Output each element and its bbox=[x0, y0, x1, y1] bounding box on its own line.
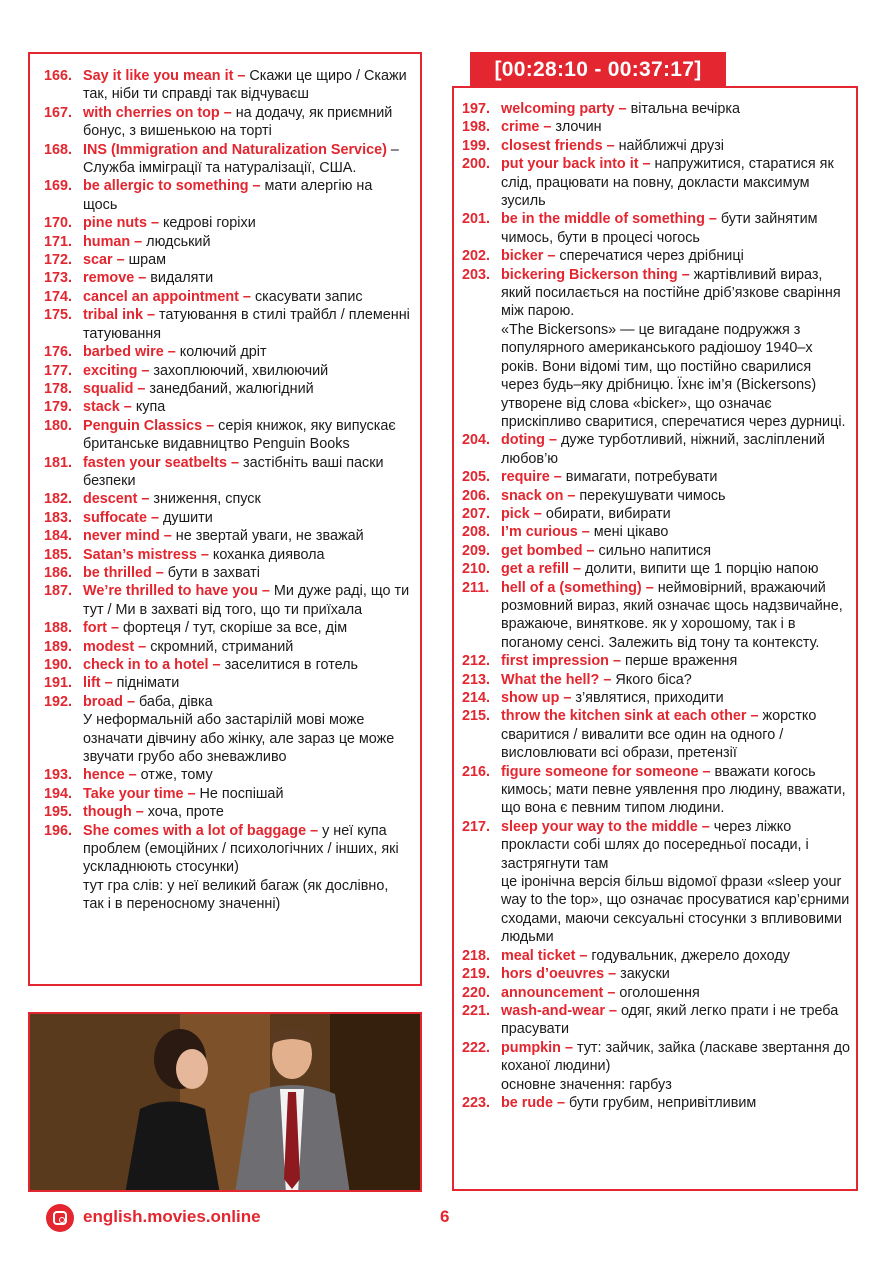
entry-definition: бути зайнятим чимось, бути в процесі чогось bbox=[501, 211, 818, 246]
vocabulary-entry bbox=[44, 398, 410, 416]
vocabulary-entry bbox=[462, 155, 850, 210]
entry-term: Penguin Classics – bbox=[83, 417, 215, 434]
entry-note: У неформальній або застарілій мові може означати дівчину або жінку, але зараз це може звучати грубо або зневажливо bbox=[83, 712, 395, 766]
entry-number: 205. bbox=[462, 469, 491, 486]
entry-definition: неймовірний, вражаючий розмовний вираз, який означає щось надзвичайне, вражаюче, виняткове. як у хорошому, так і в поганому сенсі. Залежить від тону та контексту. bbox=[501, 579, 843, 651]
entry-number: 202. bbox=[462, 248, 491, 265]
entry-term: be in the middle of something – bbox=[501, 211, 717, 228]
entry-definition: скромний, стриманий bbox=[150, 638, 294, 655]
entry-definition: не звертай уваги, не зважай bbox=[175, 528, 364, 545]
entry-note: це іронічна версія більш відомої фрази «sleep your way to the top», що означає просуватися кар’єрними сходами, маючи сексуальні стосунки з впливовими людьми bbox=[501, 874, 850, 946]
entry-term: announcement – bbox=[501, 984, 616, 1001]
entry-definition: отже, тому bbox=[140, 767, 213, 784]
entry-term: welcoming party – bbox=[501, 101, 627, 117]
entry-number: 191. bbox=[44, 675, 73, 692]
entry-number: 178. bbox=[44, 380, 73, 397]
entry-number: 198. bbox=[462, 119, 491, 136]
vocabulary-entry bbox=[462, 652, 850, 670]
entry-definition: тут: зайчик, зайка (ласкаве звертання до коханої людини) bbox=[501, 1039, 851, 1075]
entry-number: 175. bbox=[44, 307, 73, 324]
entry-term: INS (Immigration and Naturalization Service) bbox=[83, 141, 387, 158]
vocabulary-entry bbox=[44, 564, 410, 582]
entry-number: 186. bbox=[44, 564, 73, 581]
entry-definition: захоплюючий, хвилюючий bbox=[153, 362, 329, 379]
entry-term: first impression – bbox=[501, 653, 621, 670]
entry-definition: зниження, спуск bbox=[153, 491, 261, 508]
entry-definition: у неї купа проблем (емоційних / психологічних / інших, які ускладнюють стосунки) bbox=[83, 822, 399, 876]
instagram-icon[interactable] bbox=[46, 1204, 74, 1232]
entry-term: cancel an appointment – bbox=[83, 288, 251, 305]
entry-number: 173. bbox=[44, 270, 73, 287]
entry-definition: перше враження bbox=[624, 653, 738, 670]
entry-definition: сперечатися через дрібниці bbox=[559, 248, 744, 265]
vocabulary-list-left bbox=[28, 52, 422, 986]
entry-number: 207. bbox=[462, 505, 491, 522]
entry-definition: вважати когось кимось; мати певне уявлення про людину, вважати, що вона є певним типом людини. bbox=[501, 763, 846, 817]
entry-note: основне значення: гарбуз bbox=[501, 1076, 672, 1093]
entry-definition: з’являтися, приходити bbox=[575, 690, 724, 706]
entry-term: though – bbox=[83, 804, 144, 821]
entry-definition: перекушувати чимось bbox=[579, 487, 726, 504]
vocabulary-entry bbox=[462, 707, 850, 762]
entry-definition: татуювання в стилі трайбл / племенні татуювання bbox=[83, 307, 410, 342]
entry-term: snack on – bbox=[501, 487, 576, 504]
movie-still-image bbox=[28, 1012, 422, 1192]
vocabulary-entry bbox=[462, 487, 850, 505]
vocabulary-entry bbox=[462, 468, 850, 486]
entry-number: 215. bbox=[462, 708, 491, 725]
entry-term: pumpkin – bbox=[501, 1039, 573, 1056]
vocabulary-entry bbox=[462, 100, 850, 118]
vocabulary-entry bbox=[462, 118, 850, 136]
vocabulary-entry bbox=[44, 417, 410, 454]
vocabulary-entry bbox=[462, 542, 850, 560]
entry-number: 174. bbox=[44, 288, 73, 305]
entry-term: bicker – bbox=[501, 248, 556, 265]
entry-definition: оголошення bbox=[619, 984, 700, 1001]
entry-term: remove – bbox=[83, 270, 147, 287]
entry-term: fort – bbox=[83, 620, 119, 637]
entry-term: crime – bbox=[501, 119, 552, 136]
entry-term: meal ticket – bbox=[501, 947, 588, 964]
instagram-handle[interactable]: english.movies.online bbox=[83, 1207, 261, 1226]
entry-definition: фортеця / тут, скоріше за все, дім bbox=[122, 620, 348, 637]
entry-term: with cherries on top – bbox=[83, 104, 232, 121]
entry-term: pick – bbox=[501, 505, 542, 522]
entry-definition: одяг, який легко прати і не треба прасувати bbox=[501, 1002, 839, 1038]
entry-number: 187. bbox=[44, 583, 73, 600]
entry-number: 200. bbox=[462, 156, 491, 173]
entry-term: exciting – bbox=[83, 362, 150, 379]
entry-definition: бути в захваті bbox=[167, 564, 260, 581]
entry-definition: обирати, вибирати bbox=[545, 505, 671, 522]
entry-term: human – bbox=[83, 233, 143, 250]
vocabulary-entry bbox=[462, 947, 850, 965]
entry-definition: піднімати bbox=[116, 675, 180, 692]
entry-number: 190. bbox=[44, 657, 73, 673]
entry-number: 189. bbox=[44, 638, 73, 655]
entry-term: closest friends – bbox=[501, 137, 615, 154]
entry-term: descent – bbox=[83, 491, 150, 508]
entry-term: We’re thrilled to have you – bbox=[83, 583, 270, 600]
entry-definition: Ми дуже раді, що ти тут / Ми в захваті від того, що ти приїхала bbox=[83, 583, 410, 618]
entry-term: pine nuts – bbox=[83, 215, 159, 232]
vocabulary-entry bbox=[462, 671, 850, 689]
entry-term: stack – bbox=[83, 399, 132, 416]
entry-definition: мати алергію на щось bbox=[83, 178, 373, 213]
vocabulary-entry bbox=[44, 380, 410, 398]
entry-definition: злочин bbox=[555, 119, 602, 136]
vocabulary-entry bbox=[462, 1094, 850, 1112]
vocabulary-list-right bbox=[452, 86, 858, 1191]
entry-definition: сильно напитися bbox=[598, 542, 712, 559]
entry-number: 167. bbox=[44, 104, 73, 121]
entry-definition: бути грубим, непривітливим bbox=[568, 1094, 757, 1111]
entry-term: Satan’s mistress – bbox=[83, 546, 209, 563]
vocabulary-entry bbox=[44, 619, 410, 637]
entry-number: 192. bbox=[44, 693, 73, 710]
vocabulary-entry bbox=[44, 233, 410, 251]
vocabulary-entry bbox=[44, 104, 410, 141]
entry-term: get bombed – bbox=[501, 542, 595, 559]
entry-definition: годувальник, джерело доходу bbox=[591, 947, 790, 964]
entry-number: 182. bbox=[44, 491, 73, 508]
entry-term: I’m curious – bbox=[501, 524, 590, 541]
entry-definition: колючий дріт bbox=[179, 344, 267, 361]
entry-definition: мені цікаво bbox=[593, 524, 669, 541]
entry-definition: – Служба імміграції та натуралізації, США. bbox=[83, 141, 399, 177]
vocabulary-entry bbox=[44, 67, 410, 104]
entry-term: check in to a hotel – bbox=[83, 657, 221, 673]
entry-definition: баба, дівка bbox=[138, 693, 213, 710]
entry-number: 196. bbox=[44, 822, 73, 839]
entry-definition: долити, випити ще 1 порцію напою bbox=[584, 561, 819, 578]
entry-term: scar – bbox=[83, 252, 125, 269]
vocabulary-entry bbox=[44, 546, 410, 564]
entry-term: get a refill – bbox=[501, 561, 581, 578]
entry-term: tribal ink – bbox=[83, 307, 155, 324]
entry-note: тут гра слів: у неї великий багаж (як дослівно, так і в переносному значенні) bbox=[83, 877, 389, 913]
vocabulary-entry bbox=[462, 560, 850, 578]
vocabulary-entry bbox=[44, 306, 410, 343]
entry-term: broad – bbox=[83, 693, 135, 710]
entry-number: 176. bbox=[44, 344, 73, 361]
vocabulary-entry bbox=[462, 1002, 850, 1039]
entry-definition: вимагати, потребувати bbox=[565, 469, 718, 486]
entry-term: fasten your seatbelts – bbox=[83, 454, 239, 471]
page-number: 6 bbox=[440, 1207, 450, 1226]
entry-number: 185. bbox=[44, 546, 73, 563]
entry-term: barbed wire – bbox=[83, 344, 176, 361]
entry-definition: жорстко сваритися / вивалити все один на одного / висловлювати всі образи, претензії bbox=[501, 708, 817, 762]
entry-term: be allergic to something – bbox=[83, 178, 261, 195]
entry-definition: скасувати запис bbox=[254, 288, 363, 305]
vocabulary-entry bbox=[44, 288, 410, 306]
entry-definition: жартівливий вираз, який посилається на постійне дріб’язкове сваріння між парою. bbox=[501, 266, 841, 320]
vocabulary-entry bbox=[462, 431, 850, 468]
vocabulary-entry bbox=[44, 766, 410, 784]
entry-number: 223. bbox=[462, 1094, 491, 1111]
entry-definition: людський bbox=[146, 233, 211, 250]
entry-number: 216. bbox=[462, 763, 491, 780]
vocabulary-entry bbox=[44, 527, 410, 545]
movie-still-illustration bbox=[30, 1014, 422, 1192]
entry-definition: напружитися, старатися як слід, працювати на повну, докласти максимум зусиль bbox=[501, 156, 834, 210]
entry-term: hell of a (something) – bbox=[501, 579, 654, 596]
entry-definition: найближчі друзі bbox=[618, 137, 724, 154]
vocabulary-entry bbox=[44, 141, 410, 178]
entry-number: 214. bbox=[462, 690, 491, 706]
vocabulary-entry bbox=[462, 505, 850, 523]
vocabulary-entry bbox=[44, 362, 410, 380]
entry-number: 203. bbox=[462, 266, 491, 283]
vocabulary-entry bbox=[44, 638, 410, 656]
entry-number: 180. bbox=[44, 417, 73, 434]
entry-number: 218. bbox=[462, 947, 491, 964]
entry-definition: застібніть ваші паски безпеки bbox=[83, 454, 384, 489]
entry-term: hors d’oeuvres – bbox=[501, 966, 617, 983]
vocabulary-entry bbox=[44, 214, 410, 232]
entry-number: 183. bbox=[44, 509, 73, 526]
entry-definition: вітальна вечірка bbox=[630, 101, 741, 117]
vocabulary-entry bbox=[462, 579, 850, 653]
vocabulary-entry bbox=[462, 523, 850, 541]
entry-number: 168. bbox=[44, 141, 73, 158]
vocabulary-entry bbox=[44, 582, 410, 619]
entry-number: 195. bbox=[44, 804, 73, 821]
vocabulary-entry bbox=[44, 803, 410, 821]
entry-definition: через ліжко прокласти собі шлях до посередньої посади, і застрягнути там bbox=[501, 818, 809, 872]
vocabulary-entry bbox=[44, 343, 410, 361]
entry-number: 209. bbox=[462, 542, 491, 559]
entry-term: throw the kitchen sink at each other – bbox=[501, 708, 759, 725]
entry-number: 193. bbox=[44, 767, 73, 784]
entry-number: 199. bbox=[462, 137, 491, 154]
entry-definition: хоча, проте bbox=[147, 804, 224, 821]
entry-definition: кедрові горіхи bbox=[162, 215, 256, 232]
entry-term: bickering Bickerson thing – bbox=[501, 266, 690, 283]
entry-term: lift – bbox=[83, 675, 113, 692]
vocabulary-entry bbox=[462, 984, 850, 1002]
vocabulary-entry bbox=[44, 509, 410, 527]
entry-number: 169. bbox=[44, 178, 73, 195]
entry-term: suffocate – bbox=[83, 509, 159, 526]
entry-number: 219. bbox=[462, 966, 491, 983]
vocabulary-entry bbox=[44, 454, 410, 491]
vocabulary-entry bbox=[462, 247, 850, 265]
entry-number: 170. bbox=[44, 215, 73, 232]
entry-term: be rude – bbox=[501, 1094, 565, 1111]
vocabulary-entry bbox=[44, 656, 410, 674]
entry-definition: Не поспішай bbox=[199, 785, 284, 802]
vocabulary-entry bbox=[44, 251, 410, 269]
vocabulary-entry bbox=[44, 177, 410, 214]
entry-term: show up – bbox=[501, 690, 572, 706]
entry-definition: заселитися в готель bbox=[224, 657, 359, 673]
entry-definition: на додачу, як приємний бонус, з вишенькою на торті bbox=[83, 104, 393, 140]
entry-term: wash-and-wear – bbox=[501, 1002, 617, 1019]
vocabulary-entry bbox=[462, 266, 850, 432]
entry-number: 188. bbox=[44, 620, 73, 637]
entry-number: 221. bbox=[462, 1002, 491, 1019]
entry-number: 217. bbox=[462, 818, 491, 835]
entry-definition: серія книжок, яку випускає британське видавництво Penguin Books bbox=[83, 417, 396, 453]
vocabulary-entry bbox=[462, 210, 850, 247]
entry-number: 208. bbox=[462, 524, 491, 541]
entry-number: 172. bbox=[44, 252, 73, 269]
entry-term: What the hell? – bbox=[501, 671, 612, 688]
entry-number: 184. bbox=[44, 528, 73, 545]
timecode-header: [00:28:10 - 00:37:17] bbox=[470, 52, 726, 88]
entry-number: 194. bbox=[44, 785, 73, 802]
entry-note: «The Bickersons» — це вигадане подружжя з популярного американського радіошоу 1940–х років. Вони відомі тим, що постійно сварилися через будь–яку дрібницю. Їхнє ім’я (Bickersons) утворене від слова «bicker», що означає прискіпливо сваритися, сперечатися через дурниці. bbox=[501, 321, 846, 430]
entry-number: 171. bbox=[44, 233, 73, 250]
entry-definition: шрам bbox=[128, 252, 167, 269]
vocabulary-entry bbox=[44, 822, 410, 914]
entry-definition: видаляти bbox=[150, 270, 214, 287]
vocabulary-entry bbox=[462, 763, 850, 818]
entry-term: figure someone for someone – bbox=[501, 763, 711, 780]
entry-number: 201. bbox=[462, 211, 491, 228]
vocabulary-entry bbox=[462, 818, 850, 947]
entry-term: She comes with a lot of baggage – bbox=[83, 822, 319, 839]
entry-number: 177. bbox=[44, 362, 73, 379]
vocabulary-entry bbox=[462, 965, 850, 983]
vocabulary-entry bbox=[44, 269, 410, 287]
entry-definition: душити bbox=[162, 509, 213, 526]
entry-number: 181. bbox=[44, 454, 73, 471]
vocabulary-entry bbox=[462, 1039, 850, 1094]
entry-number: 166. bbox=[44, 68, 73, 84]
entry-term: never mind – bbox=[83, 528, 172, 545]
vocabulary-entry bbox=[462, 137, 850, 155]
entry-definition: купа bbox=[135, 399, 166, 416]
entry-term: put your back into it – bbox=[501, 156, 651, 173]
entry-number: 222. bbox=[462, 1039, 491, 1056]
entry-number: 204. bbox=[462, 432, 491, 449]
entry-number: 213. bbox=[462, 671, 491, 688]
entry-number: 211. bbox=[462, 579, 490, 596]
entry-number: 210. bbox=[462, 561, 491, 578]
entry-definition: дуже турботливий, ніжний, засліплений любов’ю bbox=[501, 432, 825, 467]
entry-number: 220. bbox=[462, 984, 491, 1001]
entry-number: 197. bbox=[462, 101, 491, 117]
entry-definition: коханка диявола bbox=[212, 546, 325, 563]
entry-term: require – bbox=[501, 469, 562, 486]
entry-definition: Скажи це щиро / Скажи так, ніби ти справді так відчуваєш bbox=[83, 68, 407, 103]
vocabulary-entry bbox=[462, 689, 850, 707]
entry-term: be thrilled – bbox=[83, 564, 164, 581]
vocabulary-entry bbox=[44, 785, 410, 803]
entry-term: Take your time – bbox=[83, 785, 196, 802]
entry-term: doting – bbox=[501, 432, 557, 449]
entry-term: squalid – bbox=[83, 380, 146, 397]
vocabulary-entry bbox=[44, 674, 410, 692]
entry-number: 206. bbox=[462, 487, 491, 504]
entry-definition: Якого біса? bbox=[615, 671, 692, 688]
vocabulary-entry bbox=[44, 693, 410, 767]
entry-term: sleep your way to the middle – bbox=[501, 818, 710, 835]
entry-number: 179. bbox=[44, 399, 73, 416]
vocabulary-entry bbox=[44, 490, 410, 508]
entry-term: hence – bbox=[83, 767, 137, 784]
entry-definition: занедбаний, жалюгідний bbox=[149, 380, 314, 397]
entry-term: modest – bbox=[83, 638, 147, 655]
entry-term: Say it like you mean it – bbox=[83, 68, 246, 84]
entry-definition: закуски bbox=[620, 966, 670, 983]
entry-number: 212. bbox=[462, 653, 491, 670]
